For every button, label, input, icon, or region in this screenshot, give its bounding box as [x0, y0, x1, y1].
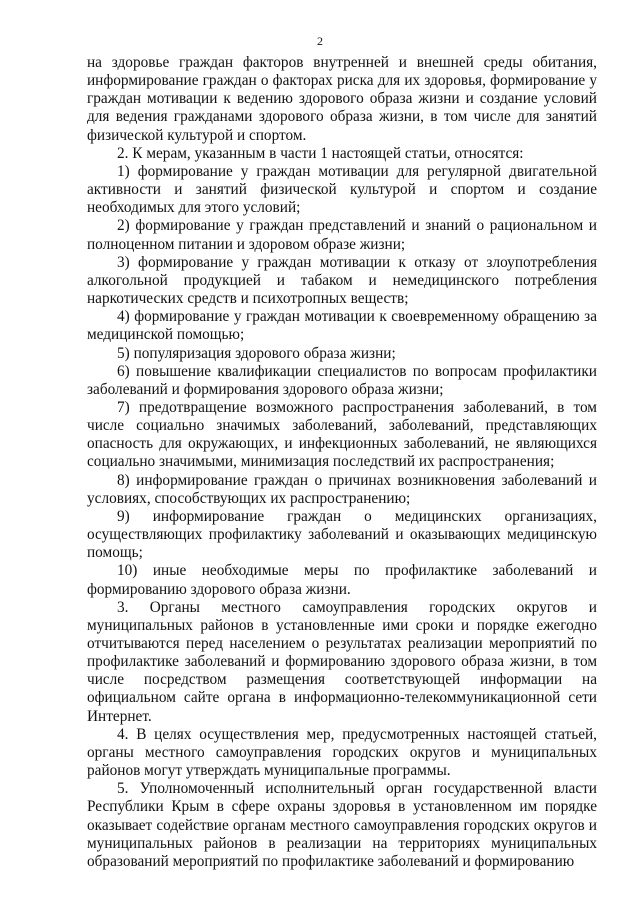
page-number: 2 — [317, 34, 323, 48]
list-item-10: 10) иные необходимые меры по профилактике заболеваний и формированию здорового образа жизни. — [87, 562, 597, 598]
list-item-6: 6) повышение квалификации специалистов по вопросам профилактики заболеваний и формирования здорового образа жизни; — [87, 362, 597, 398]
list-item-1: 1) формирование у граждан мотивации для регулярной двигательной активности и занятий физической культурой и спортом и создание необходимых для этого условий; — [87, 162, 597, 217]
list-item-7: 7) предотвращение возможного распространения заболеваний, в том числе социально значимых заболеваний, заболеваний, представляющих опасность для окружающих, и инфекционных заболеваний, не являющихся социально значимыми, минимизация последствий их распространения; — [87, 398, 597, 471]
list-item-5: 5) популяризация здорового образа жизни; — [117, 344, 396, 362]
document-body — [87, 54, 597, 871]
paragraph-part-2: 2. К мерам, указанным в части 1 настоящей статьи, относятся: — [117, 144, 524, 162]
paragraph-part-3: 3. Органы местного самоуправления городских округов и муниципальных районов в установленные ими сроки и порядке ежегодно отчитываются перед населением о результатах реализации мероприятий по профилактике заболеваний и формированию здорового образа жизни, в том числе посредством размещения соответствующей информации на официальном сайте органа в информационно-телекоммуникационной сети Интернет. — [87, 598, 597, 725]
paragraph-part-4: 4. В целях осуществления мер, предусмотренных настоящей статьей, органы местного самоуправления городских округов и муниципальных районов могут утверждать муниципальные программы. — [87, 725, 597, 780]
list-item-8: 8) информирование граждан о причинах возникновения заболеваний и условиях, способствующих их распространению; — [87, 471, 597, 507]
list-item-3: 3) формирование у граждан мотивации к отказу от злоупотребления алкогольной продукцией и табаком и немедицинского потребления наркотических средств и психотропных веществ; — [87, 253, 597, 308]
paragraph-continuation: на здоровье граждан факторов внутренней и внешней среды обитания, информирование граждан о факторах риска для их здоровья, формирование у граждан мотивации к ведению здорового образа жизни и создание условий для ведения гражданами здорового образа жизни, в том числе для занятий физической культурой и спортом. — [87, 54, 597, 144]
list-item-9: 9) информирование граждан о медицинских организациях, осуществляющих профилактику заболеваний и оказывающих медицинскую помощь; — [87, 507, 597, 562]
list-item-4: 4) формирование у граждан мотивации к своевременному обращению за медицинской помощью; — [87, 308, 597, 344]
list-item-2: 2) формирование у граждан представлений и знаний о рациональном и полноценном питании и здоровом образе жизни; — [87, 217, 597, 253]
paragraph-part-5: 5. Уполномоченный исполнительный орган государственной власти Республики Крым в сфере охраны здоровья в установленном им порядке оказывает содействие органам местного самоуправления городских округов и муниципальных районов в реализации на территориях муниципальных образований мероприятий по профилактике заболеваний и формированию — [87, 780, 597, 870]
